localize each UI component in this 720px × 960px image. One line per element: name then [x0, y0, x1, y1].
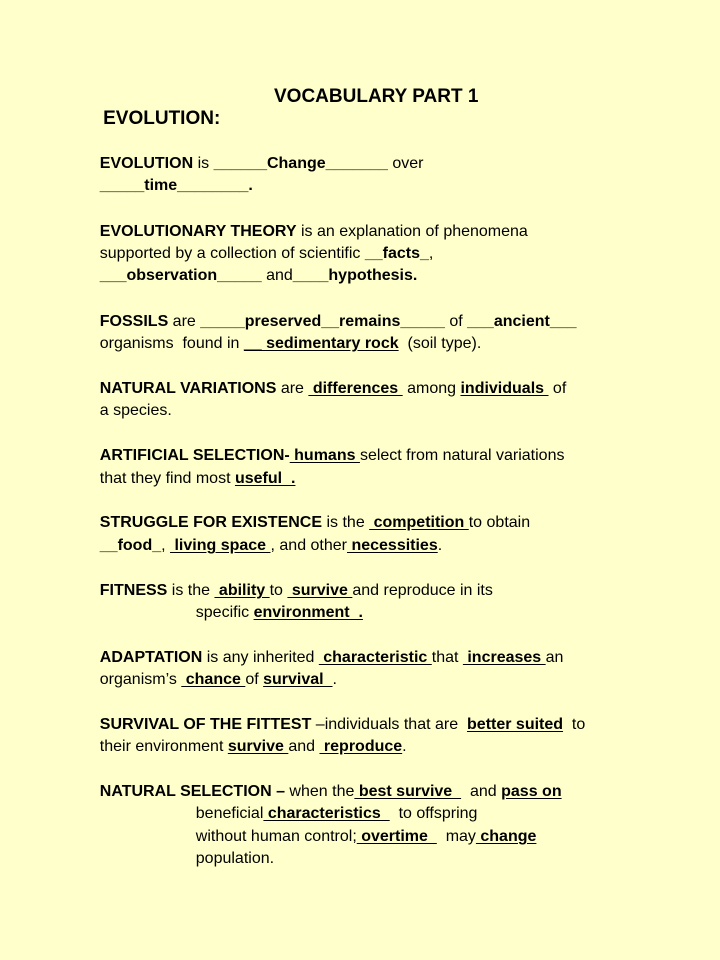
answer-change: ______Change_______: [213, 155, 388, 172]
text: .: [437, 537, 443, 554]
answer-preserved-remains: _____preserved__remains_____: [200, 313, 445, 330]
answer-observation: ___observation_____: [99, 267, 262, 284]
title-right: VOCABULARY PART 1: [274, 86, 479, 107]
text: is any inherited: [202, 649, 319, 666]
term-struggle-for-existence: STRUGGLE FOR EXISTENCE: [99, 514, 323, 531]
text: and reproduce in its: [352, 582, 493, 599]
text: specific: [195, 604, 254, 621]
answer-living-space: living space: [170, 537, 271, 554]
answer-reproduce: reproduce: [319, 738, 403, 755]
answer-ancient: ___ancient___: [467, 313, 577, 330]
text: when the: [284, 783, 355, 800]
text: of: [245, 671, 264, 688]
text: .: [332, 671, 337, 688]
text: of: [444, 313, 468, 330]
text: select from natural variations: [359, 447, 565, 464]
answer-sedimentary-rock: __ sedimentary rock: [243, 335, 399, 352]
term-artificial-selection: ARTIFICIAL SELECTION-: [99, 447, 290, 464]
text: organism’s: [99, 671, 182, 688]
text: that they find most: [99, 470, 235, 487]
text: is the: [167, 582, 215, 599]
term-survival-of-the-fittest: SURVIVAL OF THE FITTEST: [99, 716, 312, 733]
text: (soil type).: [398, 335, 482, 352]
answer-chance: chance: [181, 671, 246, 688]
text: , and other: [270, 537, 347, 554]
answer-useful: useful .: [234, 470, 296, 487]
text: among: [402, 380, 461, 397]
answer-facts: __facts_: [364, 245, 429, 262]
answer-individuals: individuals: [460, 380, 549, 397]
text: their environment: [99, 738, 228, 755]
text: to: [563, 716, 586, 733]
text: of: [548, 380, 567, 397]
text: to offspring: [389, 805, 478, 822]
text: are: [276, 380, 309, 397]
answer-hypothesis: ____hypothesis.: [292, 267, 418, 284]
answer-survive-2: survive: [227, 738, 289, 755]
text: population.: [195, 850, 275, 867]
answer-competition: competition: [369, 514, 469, 531]
text: and: [461, 783, 502, 800]
answer-increases: increases: [462, 649, 546, 666]
text: is the: [322, 514, 370, 531]
term-evolution: EVOLUTION: [99, 155, 194, 172]
answer-ability: ability: [214, 582, 270, 599]
answer-necessities: necessities: [347, 537, 438, 554]
text: to: [269, 582, 288, 599]
text: ,: [428, 245, 434, 262]
text: is an explanation of phenomena: [296, 223, 528, 240]
answer-characteristic: characteristic: [318, 649, 432, 666]
text: over: [387, 155, 424, 172]
text: is: [193, 155, 214, 172]
text: to obtain: [468, 514, 531, 531]
answer-time: _____time________.: [99, 177, 253, 194]
text: and: [288, 738, 320, 755]
text: are: [168, 313, 201, 330]
answer-survival: survival: [263, 671, 333, 688]
answer-differences: differences: [308, 380, 403, 397]
answer-environment: environment .: [253, 604, 363, 621]
term-adaptation: ADAPTATION: [99, 649, 203, 666]
answer-survive: survive: [287, 582, 353, 599]
title-left: EVOLUTION:: [103, 108, 221, 129]
answer-humans: humans: [289, 447, 360, 464]
text: ,: [161, 537, 171, 554]
text: a species.: [99, 402, 172, 419]
text: may: [436, 828, 476, 845]
text: .: [402, 738, 407, 755]
answer-pass-on: pass on: [501, 783, 562, 800]
answer-overtime: overtime: [356, 828, 437, 845]
answer-best-survive: best survive: [354, 783, 462, 800]
text: that: [431, 649, 463, 666]
term-natural-selection: NATURAL SELECTION –: [99, 783, 285, 800]
text: and: [261, 267, 293, 284]
term-fossils: FOSSILS: [99, 313, 169, 330]
text: supported by a collection of scientific: [99, 245, 365, 262]
term-fitness: FITNESS: [99, 582, 168, 599]
text: organisms found in: [99, 335, 244, 352]
answer-food: __food_: [99, 537, 162, 554]
text: an: [545, 649, 564, 666]
text: beneficial: [195, 805, 264, 822]
answer-better-suited: better suited: [467, 716, 564, 733]
text: without human control;: [195, 828, 357, 845]
term-evolutionary-theory: EVOLUTIONARY THEORY: [99, 223, 297, 240]
answer-characteristics: characteristics: [263, 805, 390, 822]
text: –individuals that are: [311, 716, 468, 733]
answer-change-2: change: [475, 828, 537, 845]
term-natural-variations: NATURAL VARIATIONS: [99, 380, 277, 397]
natural-selection-line-4: [178, 826, 274, 892]
